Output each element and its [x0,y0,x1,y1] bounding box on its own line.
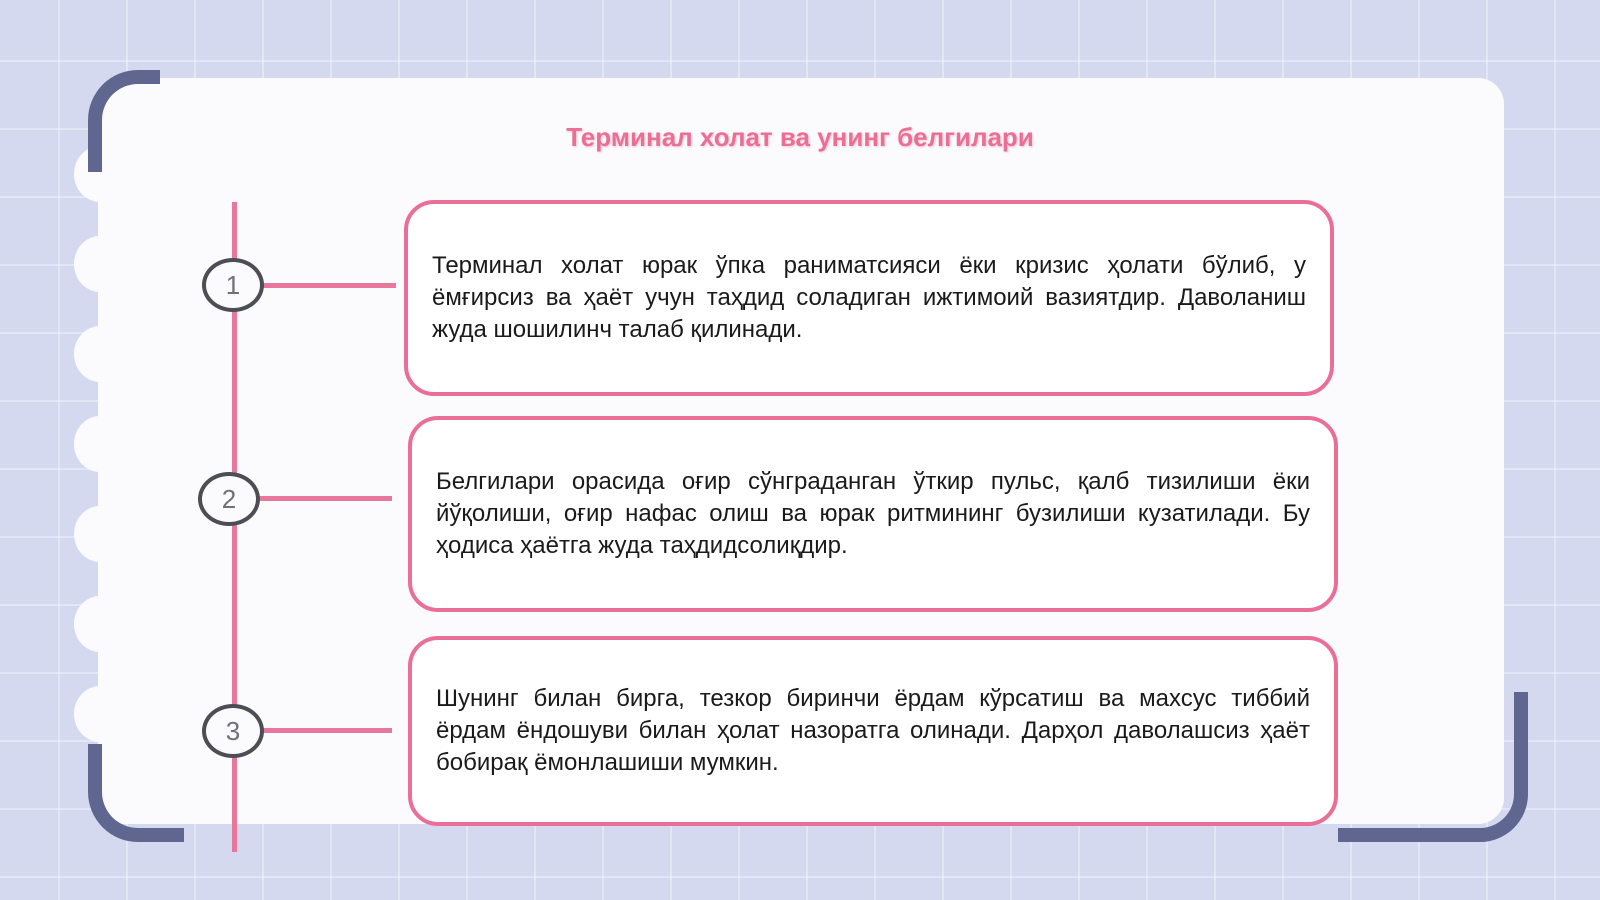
step-number-badge: 2 [198,472,260,526]
step-card-text: Шунинг билан бирга, тезкор биринчи ёрдам кўрсатиш ва махсус тиббий ёрдам ёндошуви билан ҳолат назоратга олинади. Дарҳол даволашсиз ҳаёт бобирақ ёмонлашиши мумкин. [436,685,1310,776]
step-number-badge: 1 [202,258,264,312]
step-card [408,416,1338,612]
scallop-decoration [74,236,126,292]
step-number-badge: 3 [202,704,264,758]
frame-corner-bottom-right [1338,692,1528,842]
scallop-decoration [74,416,126,472]
scallop-decoration [74,326,126,382]
step-card [408,636,1338,826]
frame-corner-top-left [88,70,160,172]
scallop-decoration [74,596,126,652]
page-title: Терминал холат ва унинг белгилари [566,122,1034,152]
scallop-decoration [74,506,126,562]
step-card-text: Терминал холат юрак ўпка раниматсияси ёки кризис ҳолати бўлиб, у ёмғирсиз ва ҳаёт учун таҳдид соладиган ижтимоий вазиятдир. Даволаниш жуда шошилинч талаб қилинади. [432,252,1306,343]
frame-corner-bottom-left [88,744,184,842]
step-card-text: Белгилари орасида оғир сўнграданган ўткир пульс, қалб тизилиши ёки йўқолиши, оғир нафас олиш ва юрак ритмининг бузилиши кузатилади. Бу ҳодиса ҳаётга жуда таҳдидсолиқдир. [436,468,1310,559]
timeline-connector [262,283,396,288]
step-card [404,200,1334,396]
timeline-connector [260,496,392,501]
scallop-decoration [74,686,126,742]
timeline-connector [262,728,392,733]
